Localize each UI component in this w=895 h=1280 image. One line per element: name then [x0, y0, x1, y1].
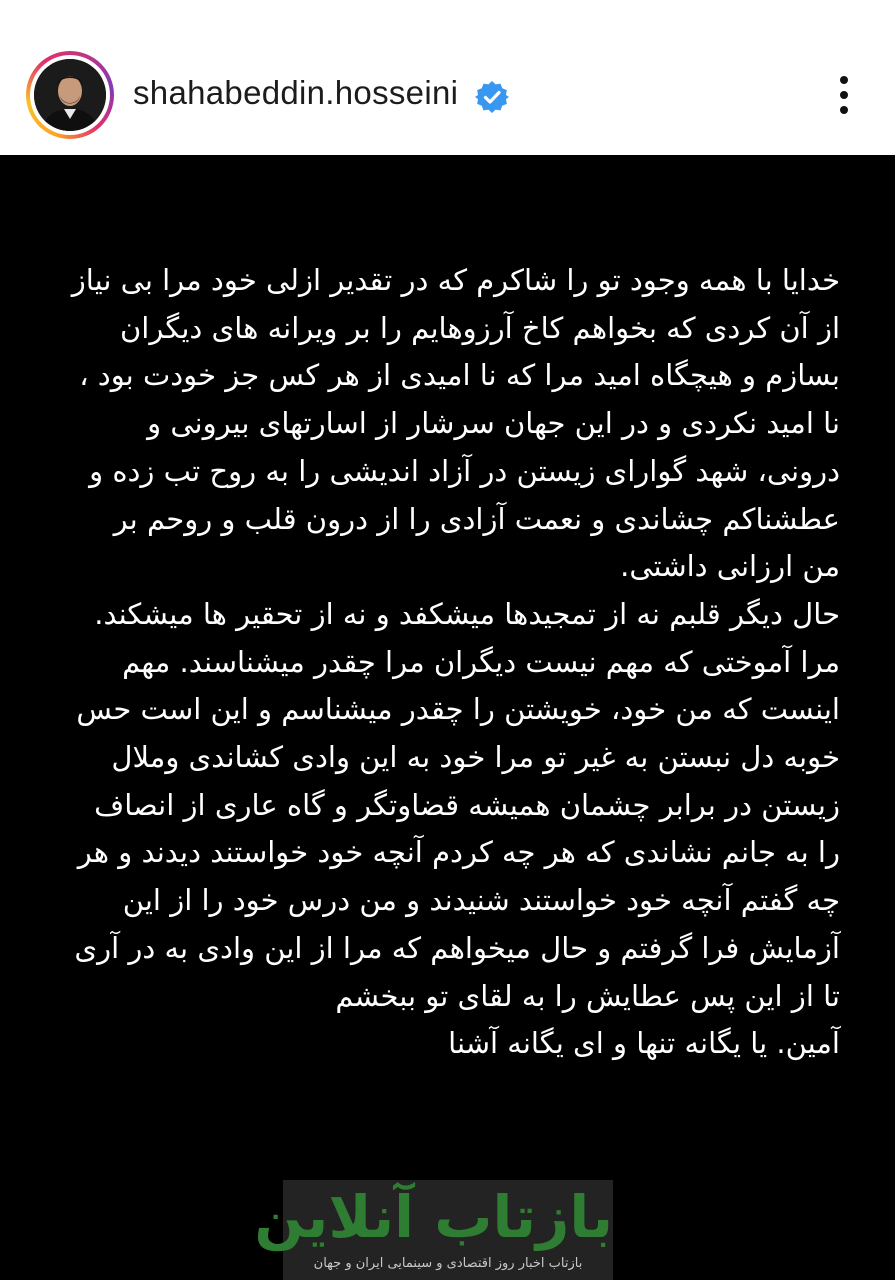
avatar-portrait-icon: [34, 59, 106, 131]
story-ring[interactable]: [26, 51, 114, 139]
paragraph-1: خدایا با همه وجود تو را شاکرم که در تقدیر ازلی خود مرا بی نیاز از آن کردی که بخواهم کاخ آرزوهایم را بر ویرانه های دیگران بسازم و هیچگاه امید مرا که نا امیدی از هر کس جز خودت بود ، نا امید نکردی و در این جهان سرشار از اسارتهای بیرونی و درونی، شهد گوارای زیستن در آزاد اندیشی را به روح تب زده و عطشناکم چشاندی و نعمت آزادی را از درون قلب و روحم بر من ارزانی داشتی.: [71, 263, 840, 584]
more-dot: [840, 106, 848, 114]
watermark-subtitle: بازتاب اخبار روز اقتصادی و سینمایی ایران و جهان: [313, 1256, 583, 1271]
more-options-icon[interactable]: [832, 76, 856, 118]
avatar[interactable]: [34, 59, 106, 131]
post-caption-image-text: [70, 257, 840, 1068]
verified-badge-icon: [475, 80, 509, 114]
more-dot: [840, 91, 848, 99]
username[interactable]: shahabeddin.hosseini: [133, 74, 459, 111]
paragraph-3: آمین. یا یگانه تنها و ای یگانه آشنا: [448, 1026, 840, 1061]
more-dot: [840, 76, 848, 84]
watermark-title: بازتاب آنلاین: [254, 1183, 613, 1251]
watermark-logo: [254, 1180, 613, 1280]
paragraph-2: حال دیگر قلبم نه از تمجیدها میشکفد و نه از تحقیر ها میشکند. مرا آموختی که مهم نیست دیگران مرا چقدر میشناسند. مهم اینست که من خود، خویشتن را چقدر میشناسم و این است حس خوبه دل نبستن به غیر تو مرا خود به این وادی کشاندی وملال زیستن در برابر چشمان همیشه قضاوتگر و گاه عاری از انصاف را به جانم نشاندی که هر چه کردم آنچه خود خواستند دیدند و هر چه گفتم آنچه خود خواستند شنیدند و من درس خود را از این آزمایش فرا گرفتم و حال میخواهم که مرا از این وادی به در آری تا از این پس عطایش را به لقای تو ببخشم: [74, 596, 840, 1013]
post-header: [0, 0, 895, 155]
avatar-frame: [30, 55, 110, 135]
